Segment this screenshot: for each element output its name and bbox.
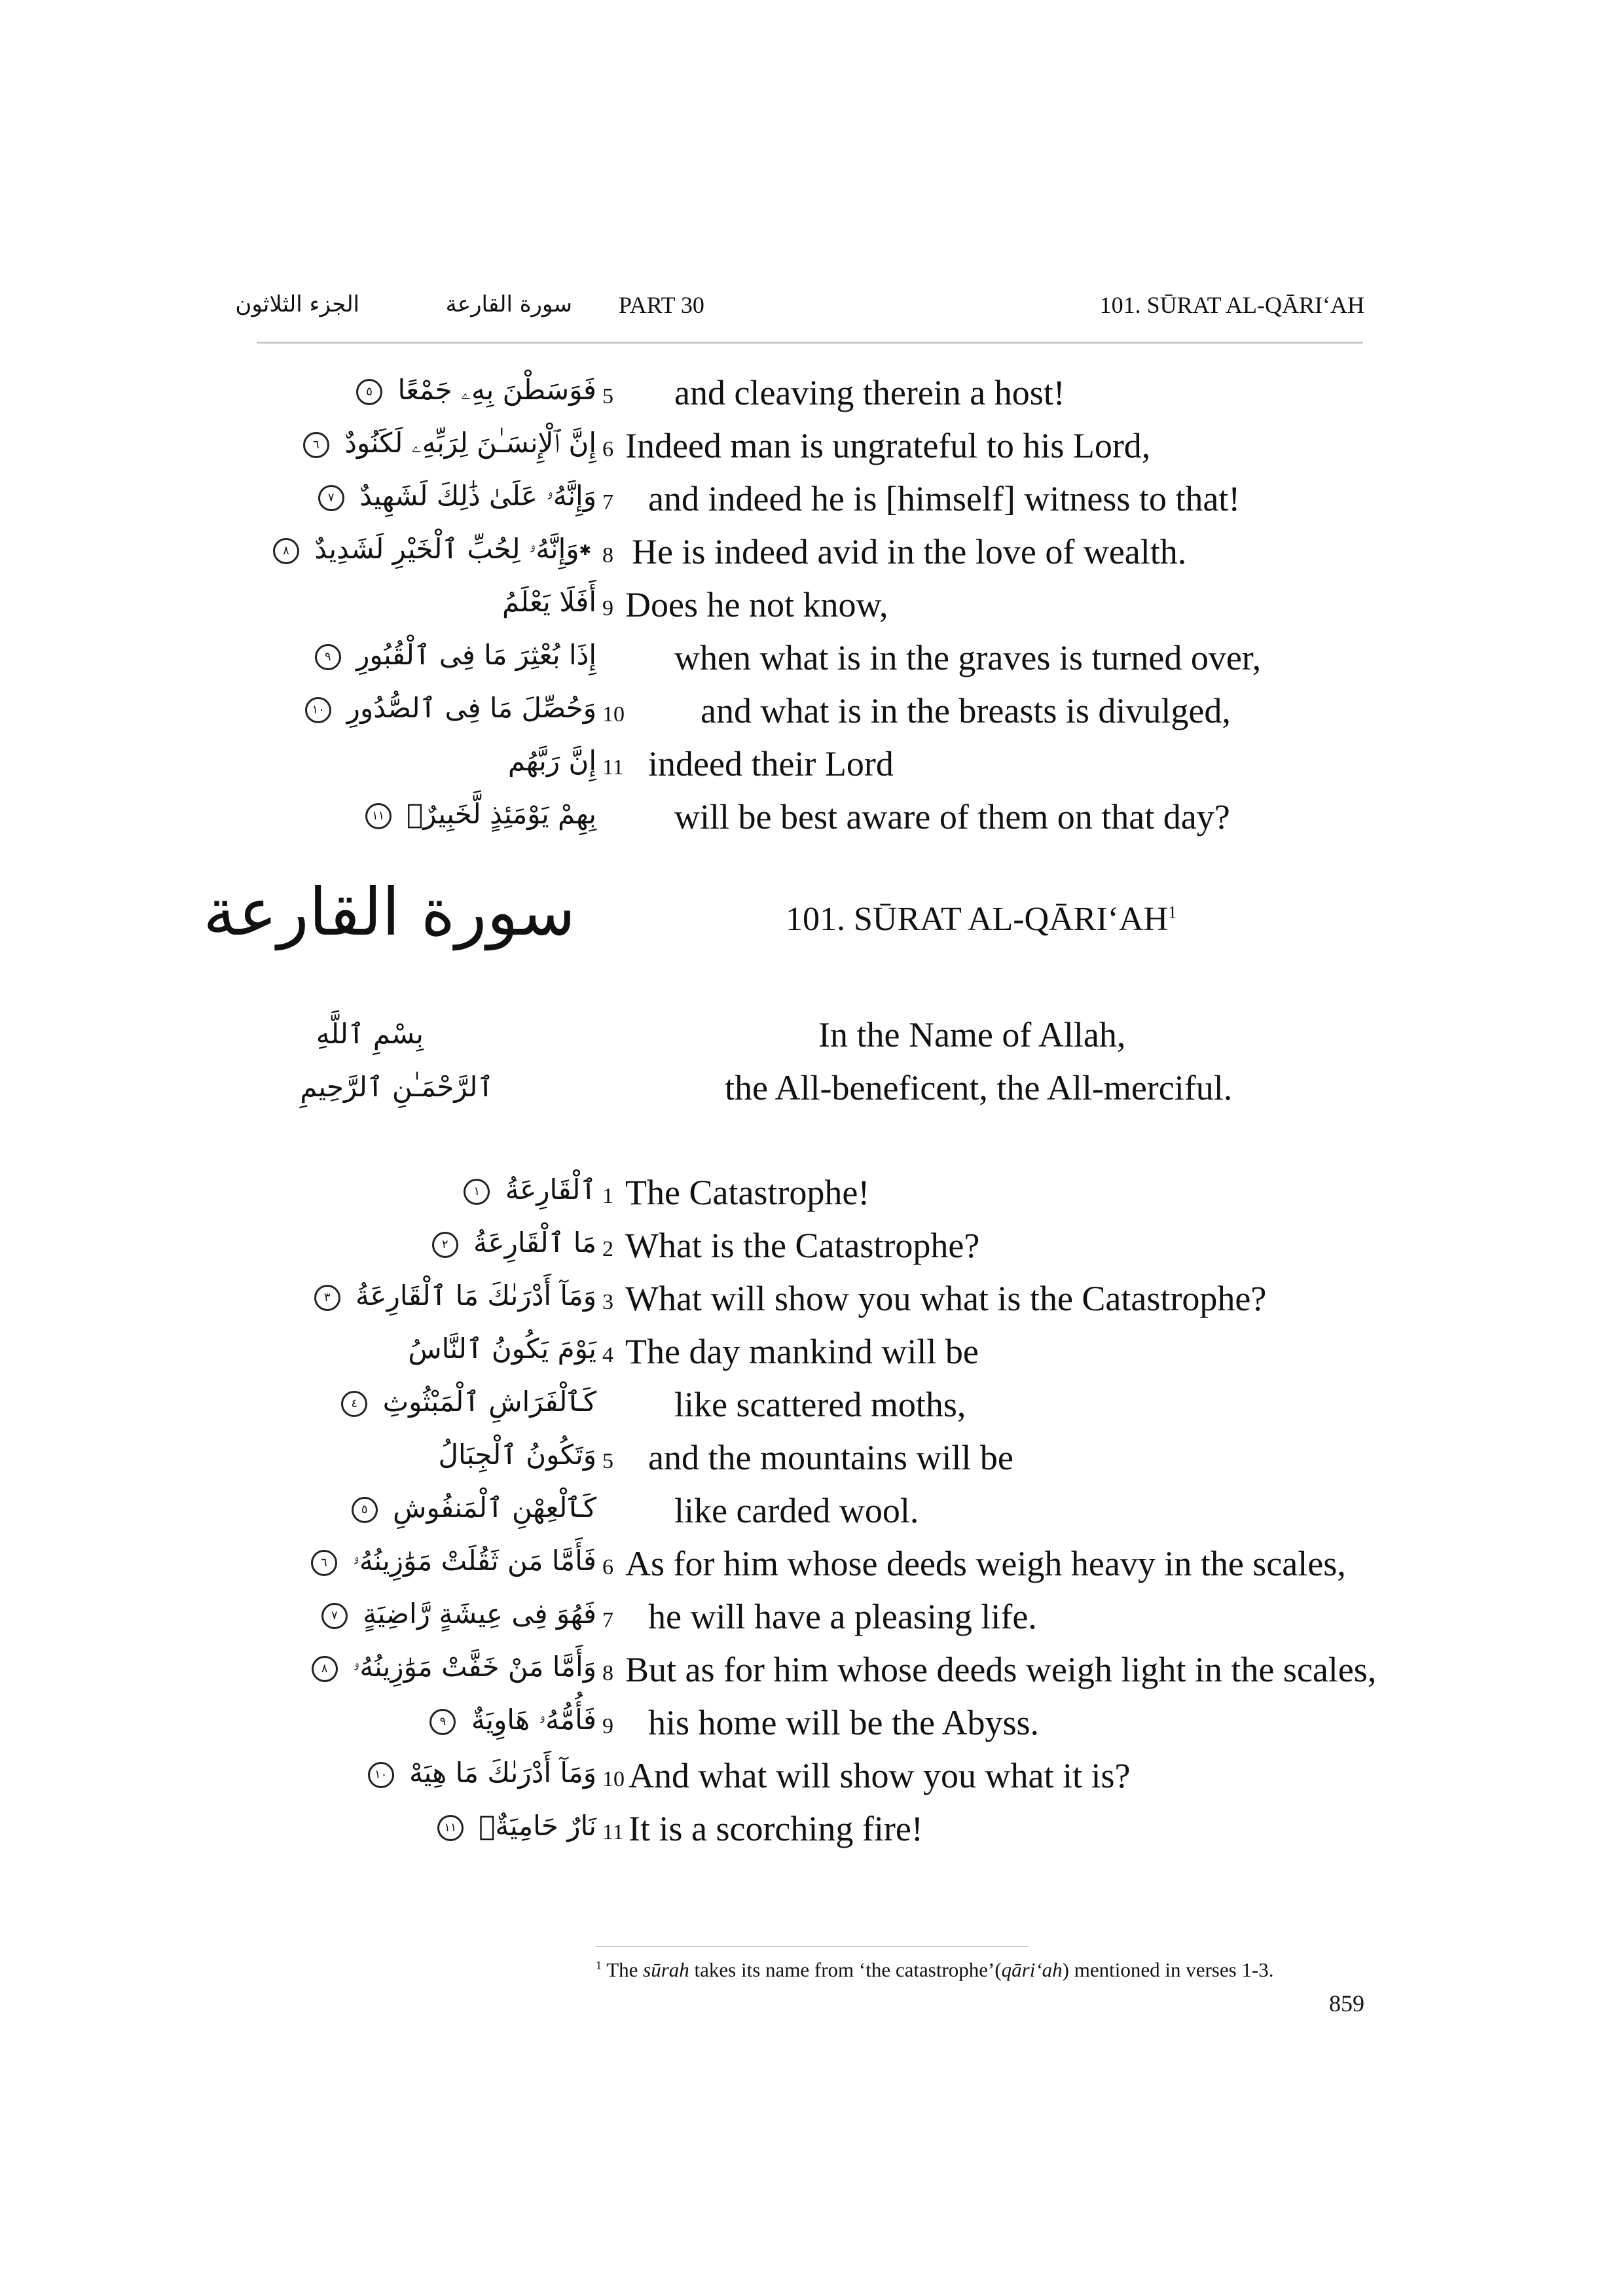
verse-english: He is indeed avid in the love of wealth. [632, 532, 1187, 571]
verse-line [0, 582, 1623, 634]
verse-english: he will have a pleasing life. [648, 1597, 1037, 1636]
footnote-rule [596, 1946, 1028, 1947]
verse-number: 11 [602, 755, 624, 780]
verse-arabic: فَأُمُّهُۥ هَاوِيَةٌ ٩ [429, 1704, 596, 1736]
verse-number: 8 [602, 1661, 613, 1685]
verse-english: Does he not know, [625, 585, 888, 624]
header-surah-title: 101. SŪRAT AL-QĀRI‘AH [1099, 292, 1364, 318]
verse-arabic: أَفَلَا يَعْلَمُ [502, 586, 596, 618]
verse-line [0, 423, 1623, 475]
verse-number: 5 [602, 384, 613, 408]
ayah-marker-icon: ٧ [318, 485, 344, 511]
ayah-marker-icon: ٢ [432, 1232, 458, 1258]
ayah-marker-icon: ٧ [321, 1603, 348, 1629]
verse-english: As for him whose deeds weigh heavy in the scales, [625, 1544, 1346, 1583]
footnote-mark: 1 [596, 1958, 602, 1972]
header-rule [257, 342, 1363, 344]
verse-arabic: نَارٌ حَامِيَةٌۢ ١١ [437, 1810, 596, 1842]
ayah-marker-icon: ٦ [303, 432, 329, 458]
ayah-marker-icon: ٨ [312, 1656, 338, 1682]
verse-arabic: إِنَّ رَبَّهُم [507, 745, 596, 777]
verse-arabic: فَوَسَطْنَ بِهِۦ جَمْعًا ٥ [356, 374, 596, 406]
verse-english: The day mankind will be [625, 1332, 979, 1371]
verse-arabic: مَا ٱلْقَارِعَةُ ٢ [432, 1227, 596, 1259]
verse-english: his home will be the Abyss. [648, 1703, 1039, 1742]
verse-line [0, 529, 1623, 581]
verse-arabic: كَٱلْعِهْنِ ٱلْمَنفُوشِ ٥ [352, 1492, 596, 1524]
verse-line [0, 1541, 1623, 1593]
verse-arabic: إِنَّ ٱلْإِنسَـٰنَ لِرَبِّهِۦ لَكَنُودٌ ٦ [303, 427, 596, 459]
verse-line [0, 1700, 1623, 1752]
verse-english: And what will show you what it is? [629, 1756, 1131, 1795]
verse-arabic: يَوْمَ يَكُونُ ٱلنَّاسُ [408, 1333, 596, 1365]
verse-english: and indeed he is [himself] witness to that! [648, 479, 1241, 518]
verse-english: when what is in the graves is turned over, [674, 638, 1262, 677]
verse-line [0, 1329, 1623, 1381]
verse-number: 2 [602, 1237, 613, 1261]
verse-arabic: فَهُوَ فِى عِيشَةٍ رَّاضِيَةٍ ٧ [321, 1598, 596, 1630]
verse-number: 7 [602, 490, 613, 514]
ayah-marker-icon: ٣ [314, 1285, 340, 1311]
ayah-marker-icon: ٤ [341, 1391, 367, 1417]
sajdah-star-icon: ✱ [579, 543, 591, 559]
ayah-marker-icon: ١٠ [368, 1762, 394, 1788]
verse-arabic: وَمَآ أَدْرَىٰكَ مَا ٱلْقَارِعَةُ ٣ [314, 1280, 596, 1312]
verse-english: and cleaving therein a host! [674, 373, 1065, 412]
verse-number: 1 [602, 1184, 613, 1208]
verse-arabic: ✱وَإِنَّهُۥ لِحُبِّ ٱلْخَيْرِ لَشَدِيدٌ ٨ [273, 533, 596, 565]
footnote: $^1$ The sūrah takes its name from ‘the catastrophe’(qāri‘ah) mentioned in verses 1-3. [596, 1958, 1274, 1981]
surah-title-arabic: سورة القارعة [203, 874, 575, 950]
ayah-marker-icon: ٦ [311, 1550, 337, 1576]
verse-number: 6 [602, 1555, 613, 1579]
verse-english: indeed their Lord [648, 744, 894, 783]
header-juz-arabic: الجزء الثلاثون [235, 291, 359, 317]
verse-line [0, 1276, 1623, 1328]
verse-english: Indeed man is ungrateful to his Lord, [625, 426, 1151, 465]
verse-arabic: وَتَكُونُ ٱلْجِبَالُ [438, 1439, 596, 1471]
verse-english: like carded wool. [674, 1491, 919, 1530]
ayah-marker-icon: ١٠ [305, 697, 331, 723]
verse-number: 11 [602, 1820, 624, 1844]
ayah-marker-icon: ١١ [437, 1815, 464, 1841]
verse-english: and the mountains will be [648, 1438, 1013, 1477]
verse-line [0, 1594, 1623, 1646]
header-surah-arabic: سورة القارعة [445, 291, 572, 317]
verse-line [0, 1753, 1623, 1805]
verse-line [0, 476, 1623, 528]
verse-line [0, 1488, 1623, 1540]
ayah-marker-icon: ٩ [315, 644, 341, 670]
verse-number: 10 [602, 702, 625, 726]
basmala-english-line2: the All-beneficent, the All-merciful. [725, 1068, 1233, 1107]
verse-english: It is a scorching fire! [629, 1809, 923, 1848]
verse-line [0, 1223, 1623, 1275]
verse-number: 6 [602, 437, 613, 461]
ayah-marker-icon: ١١ [365, 803, 392, 829]
verse-number: 9 [602, 596, 613, 620]
verse-arabic: كَٱلْفَرَاشِ ٱلْمَبْثُوثِ ٤ [341, 1386, 596, 1418]
basmala-arabic-line2: ٱلرَّحْمَـٰنِ ٱلرَّحِيمِ [300, 1071, 494, 1103]
verse-english: will be best aware of them on that day? [674, 797, 1230, 836]
ayah-marker-icon: ٥ [356, 379, 382, 405]
verse-line [0, 1435, 1623, 1487]
verse-english: What is the Catastrophe? [625, 1226, 980, 1265]
verse-line [0, 1647, 1623, 1699]
verse-number: 3 [602, 1290, 613, 1314]
verse-number: 7 [602, 1608, 613, 1632]
verse-number: 5 [602, 1449, 613, 1473]
verse-line [0, 794, 1623, 846]
verse-number: 8 [602, 543, 613, 567]
verse-line [0, 1806, 1623, 1858]
basmala-english-line1: In the Name of Allah, [818, 1015, 1126, 1054]
ayah-marker-icon: ١ [464, 1179, 490, 1205]
verse-arabic: إِذَا بُعْثِرَ مَا فِى ٱلْقُبُورِ ٩ [315, 639, 596, 671]
verse-arabic: وَمَآ أَدْرَىٰكَ مَا هِيَهْ ١٠ [368, 1757, 596, 1789]
ayah-marker-icon: ٩ [429, 1709, 456, 1735]
verse-number: 9 [602, 1714, 613, 1738]
verse-arabic: وَأَمَّا مَنْ خَفَّتْ مَوَٰزِينُهُۥ ٨ [312, 1651, 596, 1683]
basmala-arabic-line1: بِسْمِ ٱللَّهِ [316, 1018, 424, 1050]
verse-line [0, 741, 1623, 793]
verse-arabic: فَأَمَّا مَن ثَقُلَتْ مَوَٰزِينُهُۥ ٦ [311, 1545, 596, 1577]
ayah-marker-icon: ٨ [273, 538, 299, 564]
footnote-ref: 1 [1168, 903, 1177, 922]
ayah-marker-icon: ٥ [352, 1497, 378, 1523]
verse-number: 4 [602, 1343, 613, 1367]
surah-title-english: 101. SŪRAT $AL-QĀRI‘AH^1$ [786, 901, 1177, 938]
verse-line [0, 1382, 1623, 1434]
verse-line [0, 1170, 1623, 1222]
verse-arabic: ٱلْقَارِعَةُ ١ [464, 1174, 596, 1206]
verse-english: What will show you what is the Catastrophe? [625, 1279, 1267, 1318]
verse-line [0, 370, 1623, 422]
verse-english: and what is in the breasts is divulged, [701, 691, 1231, 730]
verse-arabic: بِهِمْ يَوْمَئِذٍ لَّخَبِيرٌۢ ١١ [365, 798, 596, 830]
verse-line [0, 635, 1623, 687]
verse-english: But as for him whose deeds weigh light in the scales, [625, 1650, 1377, 1689]
verse-line [0, 688, 1623, 740]
page-number: 859 [1329, 1990, 1364, 2017]
verse-number: 10 [602, 1767, 625, 1791]
verse-arabic: وَحُصِّلَ مَا فِى ٱلصُّدُورِ ١٠ [305, 692, 596, 724]
header-part: PART 30 [619, 292, 704, 318]
verse-english: The Catastrophe! [625, 1173, 870, 1212]
verse-english: like scattered moths, [674, 1385, 966, 1424]
verse-arabic: وَإِنَّهُۥ عَلَىٰ ذَٰلِكَ لَشَهِيدٌ ٧ [318, 480, 596, 512]
